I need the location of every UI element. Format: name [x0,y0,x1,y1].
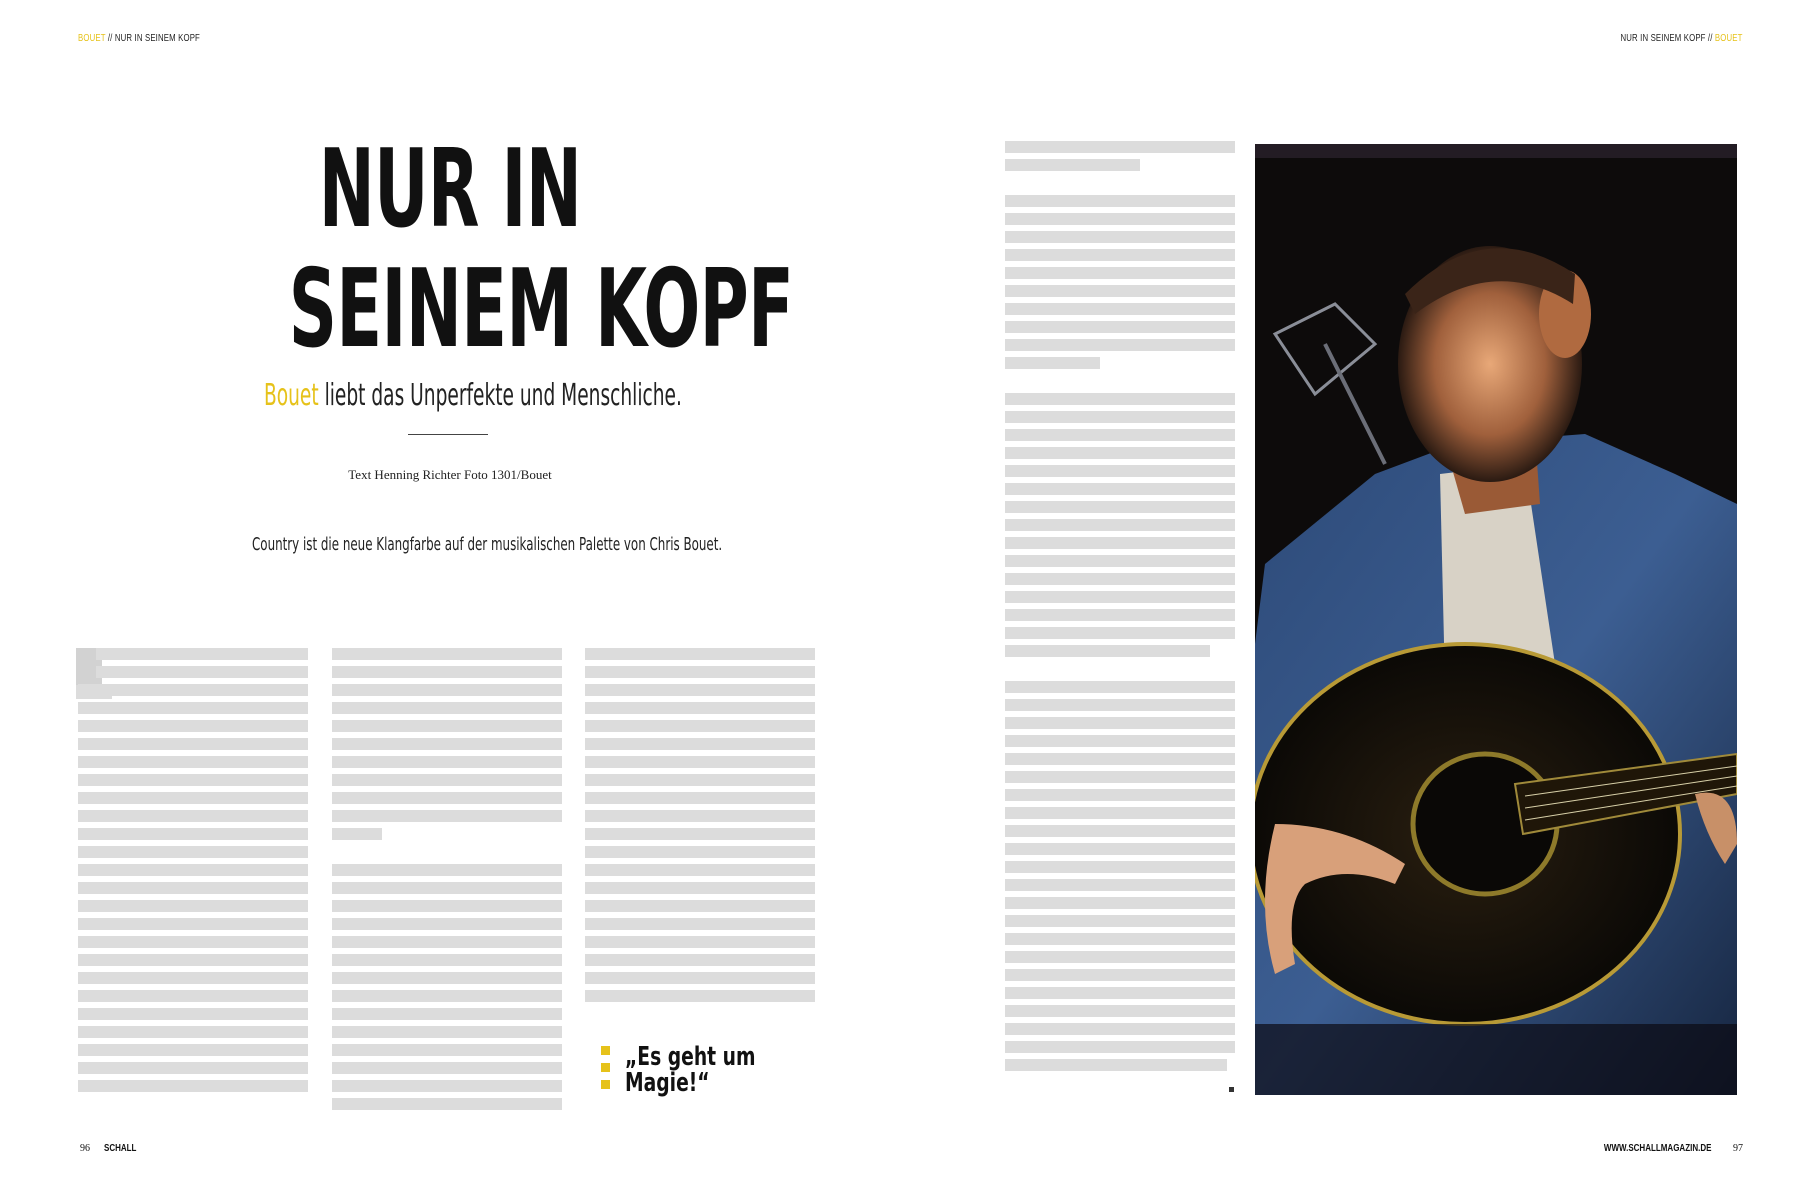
body-column-2 [332,648,562,1116]
redacted-text-line [332,900,562,912]
redacted-text-line [332,882,562,894]
redacted-text-line [585,882,815,894]
redacted-text-line [1005,501,1235,513]
redacted-text-line [1005,213,1235,225]
redacted-text-line [1005,969,1235,981]
redacted-text-line [1005,789,1235,801]
redacted-text-line [1005,267,1235,279]
redacted-text-line [585,666,815,678]
body-column-1 [78,648,308,1098]
redacted-text-line [332,1062,562,1074]
redacted-text-line [585,738,815,750]
redacted-text-line [78,936,308,948]
redacted-text-line [1005,915,1235,927]
body-column-3 [585,648,815,1008]
redacted-text-line [332,1044,562,1056]
redacted-text-line [1005,303,1235,315]
redacted-text-line [1005,771,1235,783]
redacted-text-line [332,648,562,660]
redacted-text-line [332,954,562,966]
redacted-text-line [78,828,308,840]
redacted-text-line [1005,699,1235,711]
headline-line-1: NUR IN [318,127,582,252]
subhead-name: Bouet [264,378,319,413]
redacted-text-line [585,702,815,714]
page-number-left: 96 [80,1143,90,1154]
redacted-text-line [1005,1059,1227,1071]
paragraph-gap [332,846,562,858]
redacted-text-line [78,1062,308,1074]
redacted-text-line [585,846,815,858]
redacted-text-line [332,1026,562,1038]
redacted-text-line [78,702,308,714]
redacted-text-line [585,990,815,1002]
redacted-text-line [1005,897,1235,909]
redacted-text-line [1005,987,1235,999]
running-head-left [78,33,200,44]
article-intro: Country ist die neue Klangfarbe auf der musikalischen Palette von Chris Bouet. [251,534,723,555]
redacted-text-line [78,684,308,696]
redacted-text-line [1005,321,1235,333]
article-headline [288,127,794,372]
redacted-text-line [1005,159,1140,171]
redacted-text-line [1005,573,1235,585]
pullquote-square [601,1080,610,1089]
redacted-text-line [78,1044,308,1056]
redacted-text-line [1005,807,1235,819]
redacted-text-line [1005,735,1235,747]
redacted-text-line [585,720,815,732]
redacted-text-line [1005,717,1235,729]
redacted-text-line [332,738,562,750]
redacted-text-line [1005,285,1235,297]
redacted-text-line [332,990,562,1002]
pullquote-square [601,1063,610,1072]
redacted-text-line [1005,339,1235,351]
redacted-text-line [585,810,815,822]
page-number-right: 97 [1733,1143,1743,1154]
redacted-text-line [332,936,562,948]
redacted-text-line [78,738,308,750]
redacted-text-line [332,972,562,984]
redacted-text-line [332,666,562,678]
redacted-text-line [1005,645,1210,657]
redacted-text-line [1005,627,1235,639]
musician-with-acoustic-guitar-photo [1255,144,1737,1095]
redacted-text-line [332,792,562,804]
redacted-text-line [1005,1005,1235,1017]
redacted-text-line [1005,951,1235,963]
redacted-text-line [78,990,308,1002]
redacted-text-line [332,1008,562,1020]
redacted-text-line [78,864,308,876]
redacted-text-line [1005,1023,1235,1035]
body-column-4 [1005,141,1235,1077]
redacted-text-line [585,954,815,966]
redacted-text-line [332,684,562,696]
redacted-text-line [585,774,815,786]
redacted-text-line [1005,519,1235,531]
redacted-text-line [1005,465,1235,477]
redacted-text-line [78,1008,308,1020]
redacted-text-line [585,918,815,930]
pullquote-square [601,1046,610,1055]
redacted-text-line [1005,393,1235,405]
redacted-text-line [1005,879,1235,891]
redacted-text-line [1005,537,1235,549]
redacted-text-line [78,918,308,930]
redacted-text-line [332,810,562,822]
redacted-text-line [585,756,815,768]
redacted-text-line [78,972,308,984]
publication-name: SCHALL [104,1143,137,1154]
divider [408,434,488,435]
redacted-text-line [78,954,308,966]
redacted-text-line [1005,825,1235,837]
running-head-section: BOUET [78,33,106,44]
redacted-text-line [78,1026,308,1038]
redacted-text-line [1005,357,1100,369]
redacted-text-line [332,864,562,876]
end-mark [1229,1087,1234,1092]
redacted-text-line [1005,609,1235,621]
pullquote-line-2: Magie!“ [625,1068,710,1098]
redacted-text-line [1005,429,1235,441]
redacted-text-line [1005,933,1235,945]
redacted-text-line [1005,141,1235,153]
redacted-text-line [78,1080,308,1092]
redacted-text-line [332,720,562,732]
pullquote-marks [601,1046,610,1097]
redacted-text-line [332,1098,562,1110]
redacted-text-line [1005,591,1235,603]
redacted-text-line [78,720,308,732]
redacted-text-line [332,918,562,930]
redacted-text-line [585,936,815,948]
redacted-text-line [78,792,308,804]
pullquote [625,1044,755,1096]
running-head-title: NUR IN SEINEM KOPF [1620,33,1707,44]
redacted-text-line [1005,555,1235,567]
redacted-text-line [1005,195,1235,207]
redacted-text-line [1005,231,1235,243]
redacted-text-line [78,846,308,858]
redacted-text-line [585,864,815,876]
redacted-text-line [1005,411,1235,423]
redacted-text-line [585,792,815,804]
redacted-text-line [1005,843,1235,855]
redacted-text-line [1005,753,1235,765]
redacted-text-line [78,900,308,912]
redacted-text-line [1005,249,1235,261]
redacted-text-line [585,972,815,984]
redacted-text-line [585,684,815,696]
redacted-text-line [78,810,308,822]
redacted-text-line [332,828,382,840]
redacted-text-line [1005,483,1235,495]
redacted-text-line [78,882,308,894]
redacted-text-line [585,828,815,840]
redacted-text-line [585,900,815,912]
redacted-text-line [1005,861,1235,873]
paragraph-gap [1005,177,1235,189]
redacted-text-line [332,774,562,786]
redacted-text-line [1005,1041,1235,1053]
redacted-text-line [1005,447,1235,459]
paragraph-gap [1005,375,1235,387]
subhead-text: liebt das Unperfekte und Menschliche. [318,378,682,413]
redacted-text-line [1005,681,1235,693]
redacted-text-line [78,774,308,786]
running-head-separator: // [107,33,113,44]
redacted-text-line [332,756,562,768]
running-head-right [1621,33,1743,44]
redacted-text-line [332,702,562,714]
pullquote-line-1: „Es geht um [625,1042,756,1072]
running-head-separator: // [1708,33,1714,44]
redacted-text-line [332,1080,562,1092]
headline-line-2: SEINEM KOPF [288,247,794,372]
redacted-text-line [585,648,815,660]
article-subhead [264,378,682,413]
running-head-section: BOUET [1715,33,1743,44]
article-credits: Text Henning Richter Foto 1301/Bouet [348,467,552,482]
redacted-text-line [96,666,308,678]
paragraph-gap [1005,663,1235,675]
redacted-text-line [96,648,308,660]
publication-url: WWW.SCHALLMAGAZIN.DE [1603,1143,1711,1154]
redacted-text-line [78,756,308,768]
running-head-title: NUR IN SEINEM KOPF [114,33,200,44]
